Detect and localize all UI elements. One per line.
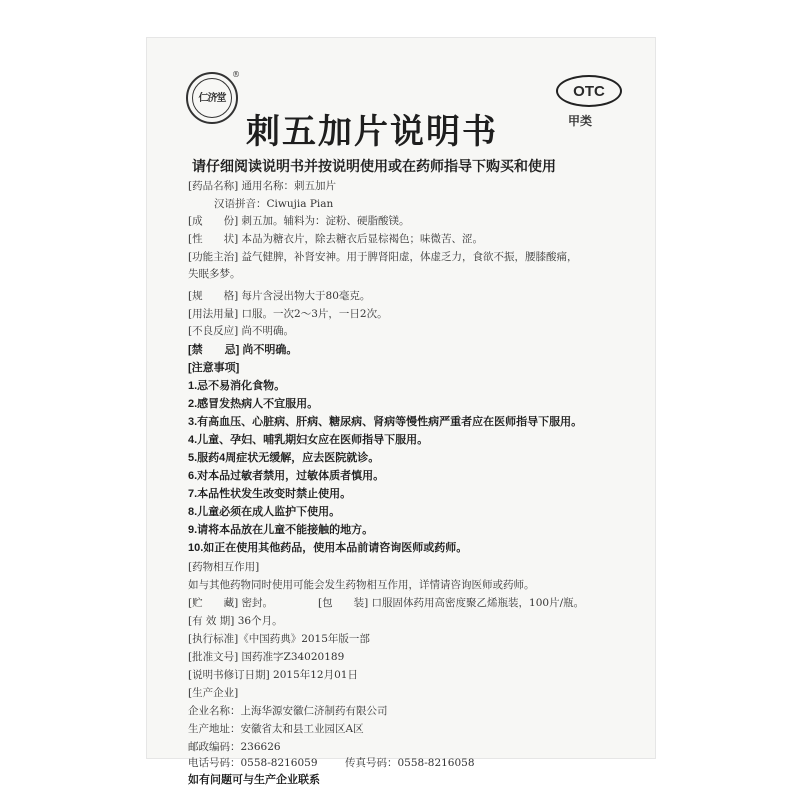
otc-grade: 甲类 <box>568 114 593 128</box>
pinyin-line: 汉语拼音：Ciwujia Pian <box>214 198 334 210</box>
indications-line: [功能主治] 益气健脾，补肾安神。用于脾肾阳虚，体虚乏力，食欲不振，腰膝酸痛， <box>188 251 578 263</box>
postal-code-line: 邮政编码：236626 <box>188 741 281 753</box>
fax-line: 传真号码：0558-8216058 <box>345 757 475 769</box>
document-subtitle: 请仔细阅读说明书并按说明使用或在药师指导下购买和使用 <box>192 158 556 174</box>
company-address-line: 生产地址：安徽省太和县工业园区A区 <box>188 723 364 735</box>
registered-mark: ® <box>232 70 240 79</box>
document-title: 刺五加片说明书 <box>246 113 498 151</box>
standard-line: [执行标准]《中国药典》2015年版一部 <box>188 633 370 645</box>
precaution-item: 4.儿童、孕妇、哺乳期妇女应在医师指导下服用。 <box>188 434 429 446</box>
specification-line: [规 格] 每片含浸出物大于80毫克。 <box>188 290 371 302</box>
contraindications-line: [禁 忌] 尚不明确。 <box>188 344 298 356</box>
dosage-line: [用法用量] 口服。一次2～3片，一日2次。 <box>188 308 388 320</box>
precaution-item: 2.感冒发热病人不宜服用。 <box>188 398 319 410</box>
package-line: [包 装] 口服固体药用高密度聚乙烯瓶装，100片/瓶。 <box>318 597 585 609</box>
logo-text: 仁济堂 <box>192 78 232 118</box>
revision-date-line: [说明书修订日期] 2015年12月01日 <box>188 669 358 681</box>
manufacturer-heading: [生产企业] <box>188 687 239 699</box>
precaution-item: 5.服药4周症状无缓解，应去医院就诊。 <box>188 452 380 464</box>
precaution-item: 6.对本品过敏者禁用，过敏体质者慎用。 <box>188 470 385 482</box>
company-name-line: 企业名称：上海华源安徽仁济制药有限公司 <box>188 705 388 717</box>
interactions-text: 如与其他药物同时使用可能会发生药物相互作用，详情请咨询医师或药师。 <box>188 579 535 591</box>
drug-name-line: [药品名称] 通用名称：刺五加片 <box>188 180 337 192</box>
ingredients-line: [成 份] 刺五加。辅料为：淀粉、硬脂酸镁。 <box>188 215 410 227</box>
company-logo <box>186 72 238 124</box>
precaution-item: 10.如正在使用其他药品，使用本品前请咨询医师或药师。 <box>188 542 468 554</box>
precaution-item: 9.请将本品放在儿童不能接触的地方。 <box>188 524 374 536</box>
contact-note: 如有问题可与生产企业联系 <box>188 774 320 786</box>
interactions-heading: [药物相互作用] <box>188 561 260 573</box>
approval-number-line: [批准文号] 国药准字Z34020189 <box>188 651 345 663</box>
adverse-reactions-line: [不良反应] 尚不明确。 <box>188 325 295 337</box>
precaution-item: 7.本品性状发生改变时禁止使用。 <box>188 488 352 500</box>
precaution-item: 8.儿童必须在成人监护下使用。 <box>188 506 341 518</box>
precautions-heading: [注意事项] <box>188 362 240 374</box>
precaution-item: 3.有高血压、心脏病、肝病、糖尿病、肾病等慢性病严重者应在医师指导下服用。 <box>188 416 583 428</box>
phone-line: 电话号码：0558-8216059 <box>188 757 318 769</box>
description-line: [性 状] 本品为糖衣片，除去糖衣后显棕褐色；味微苦、涩。 <box>188 233 484 245</box>
precaution-item: 1.忌不易消化食物。 <box>188 380 286 392</box>
shelf-life-line: [有 效 期] 36个月。 <box>188 615 283 627</box>
otc-badge: OTC <box>556 75 622 107</box>
indications-line-cont: 失眠多梦。 <box>188 268 241 280</box>
storage-line: [贮 藏] 密封。 <box>188 597 274 609</box>
